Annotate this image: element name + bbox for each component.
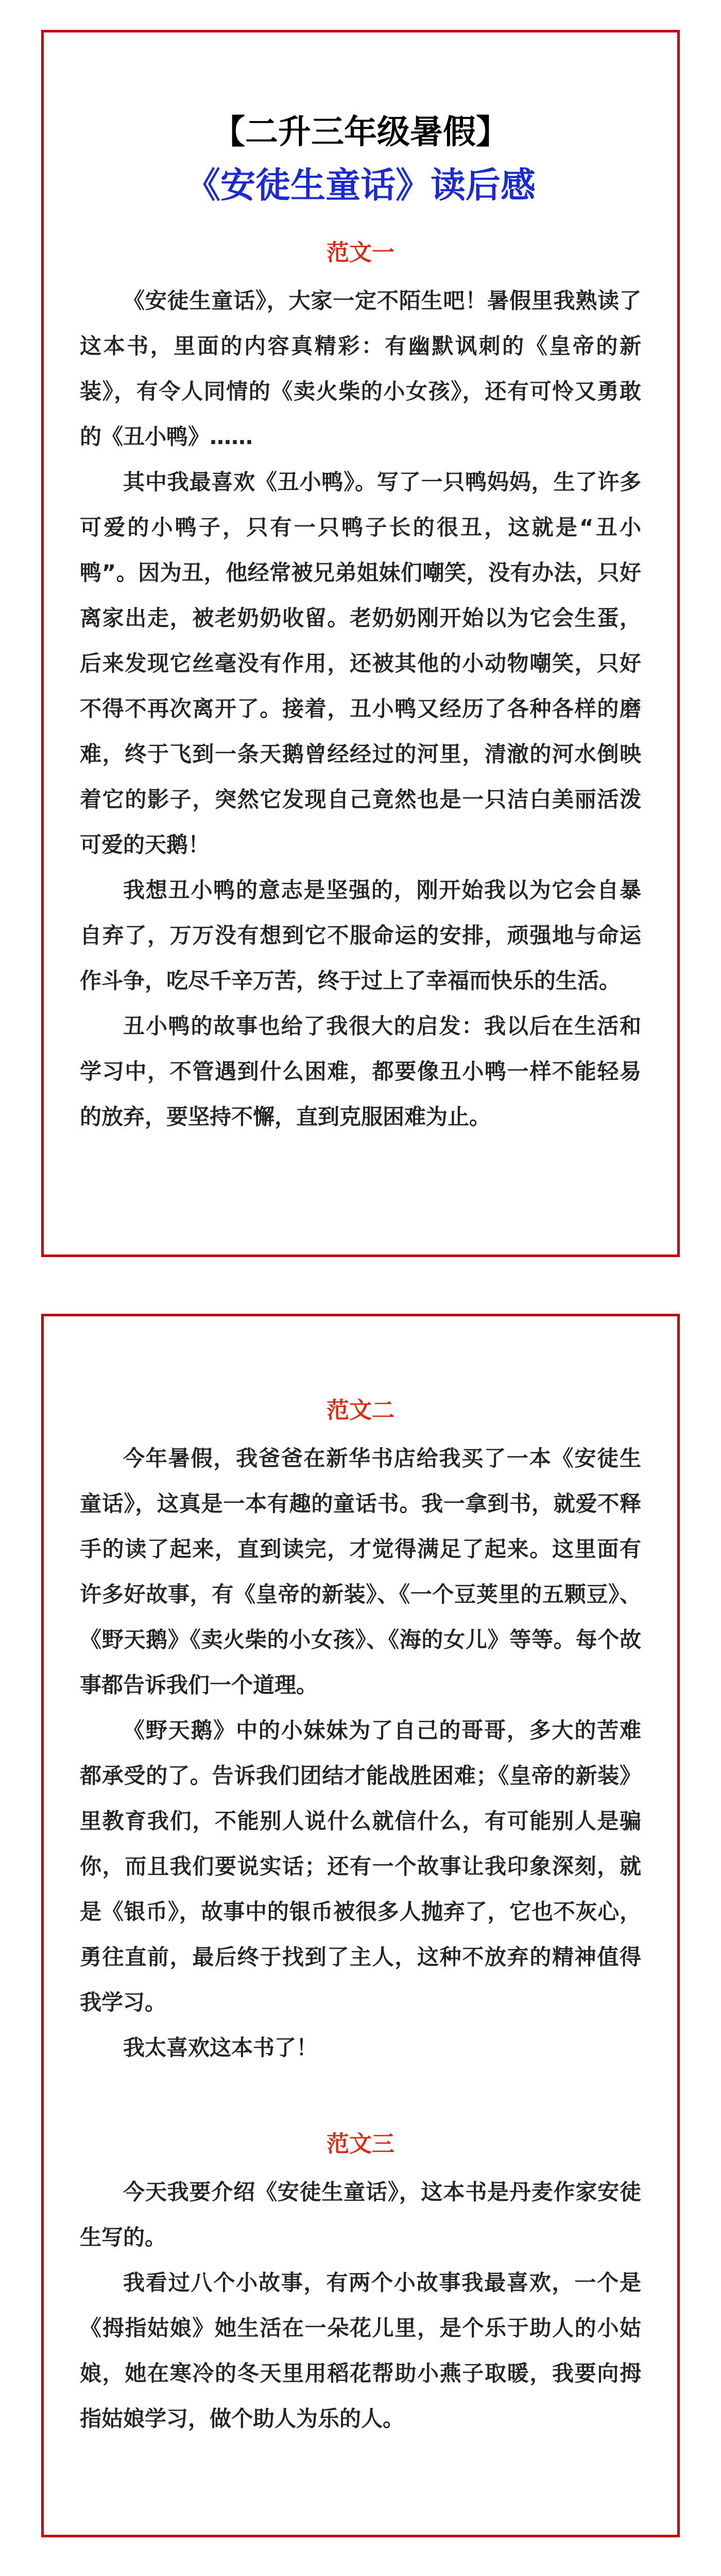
paragraph: 我看过八个小故事，有两个小故事我最喜欢，一个是《拇指姑娘》她生活在一朵花儿里，是个乐于助人的小姑娘，她在寒冷的冬天里用稻花帮助小燕子取暖，我要向拇指姑娘学习，做个助人为乐的人。	[80, 2270, 641, 2431]
section-heading-3: 范文三	[327, 2131, 394, 2157]
section-heading-2: 范文二	[327, 1397, 394, 1423]
paragraph: 《野天鹅》中的小妹妹为了自己的哥哥，多大的苦难都承受的了。告诉我们团结才能战胜困难；《皇帝的新装》里教育我们，不能别人说什么就信什么，有可能别人是骗你，而且我们要说实话；还有一个故事让我印象深刻，就是《银币》，故事中的银币被很多人抛弃了，它也不灰心，勇往直前，最后终于找到了主人，这种不放弃的精神值得我学习。	[80, 1718, 641, 2015]
page-1	[41, 30, 680, 1257]
paragraph: 今天我要介绍《安徒生童话》，这本书是丹麦作家安徒生写的。	[80, 2179, 641, 2250]
document-title: 【二升三年级暑假】	[212, 113, 509, 151]
paragraph: 丑小鸭的故事也给了我很大的启发：我以后在生活和学习中，不管遇到什么困难，都要像丑小鸭一样不能轻易的放弃，要坚持不懈，直到克服困难为止。	[80, 1013, 641, 1129]
section-heading-1: 范文一	[327, 239, 394, 266]
document-subtitle: 《安徒生童话》读后感	[185, 165, 536, 206]
paragraph: 我想丑小鸭的意志是坚强的，刚开始我以为它会自暴自弃了，万万没有想到它不服命运的安排，顽强地与命运作斗争，吃尽千辛万苦，终于过上了幸福而快乐的生活。	[80, 877, 641, 993]
paragraph: 我太喜欢这本书了！	[123, 2035, 318, 2060]
paragraph: 《安徒生童话》，大家一定不陌生吧！暑假里我熟读了这本书，里面的内容真精彩：有幽默讽刺的《皇帝的新装》，有令人同情的《卖火柴的小女孩》，还有可怜又勇敢的《丑小鸭》……	[80, 287, 641, 449]
paragraph: 其中我最喜欢《丑小鸭》。写了一只鸭妈妈，生了许多可爱的小鸭子，只有一只鸭子长的很丑，这就是“丑小鸭”。因为丑，他经常被兄弟姐妹们嘲笑，没有办法，只好离家出走，被老奶奶收留。老奶奶刚开始以为它会生蛋，后来发现它丝毫没有作用，还被其他的小动物嘲笑，只好不得不再次离开了。接着，丑小鸭又经历了各种各样的磨难，终于飞到一条天鹅曾经经过的河里，清澈的河水倒映着它的影子，突然它发现自己竟然也是一只洁白美丽活泼可爱的天鹅！	[80, 469, 641, 857]
paragraph: 今年暑假，我爸爸在新华书店给我买了一本《安徒生童话》，这真是一本有趣的童话书。我一拿到书，就爱不释手的读了起来，直到读完，才觉得满足了起来。这里面有许多好故事，有《皇帝的新装》、《一个豆荚里的五颗豆》、《野天鹅》《卖火柴的小女孩》、《海的女儿》等等。每个故事都告诉我们一个道理。	[80, 1446, 641, 1698]
page-2	[41, 1314, 680, 2537]
